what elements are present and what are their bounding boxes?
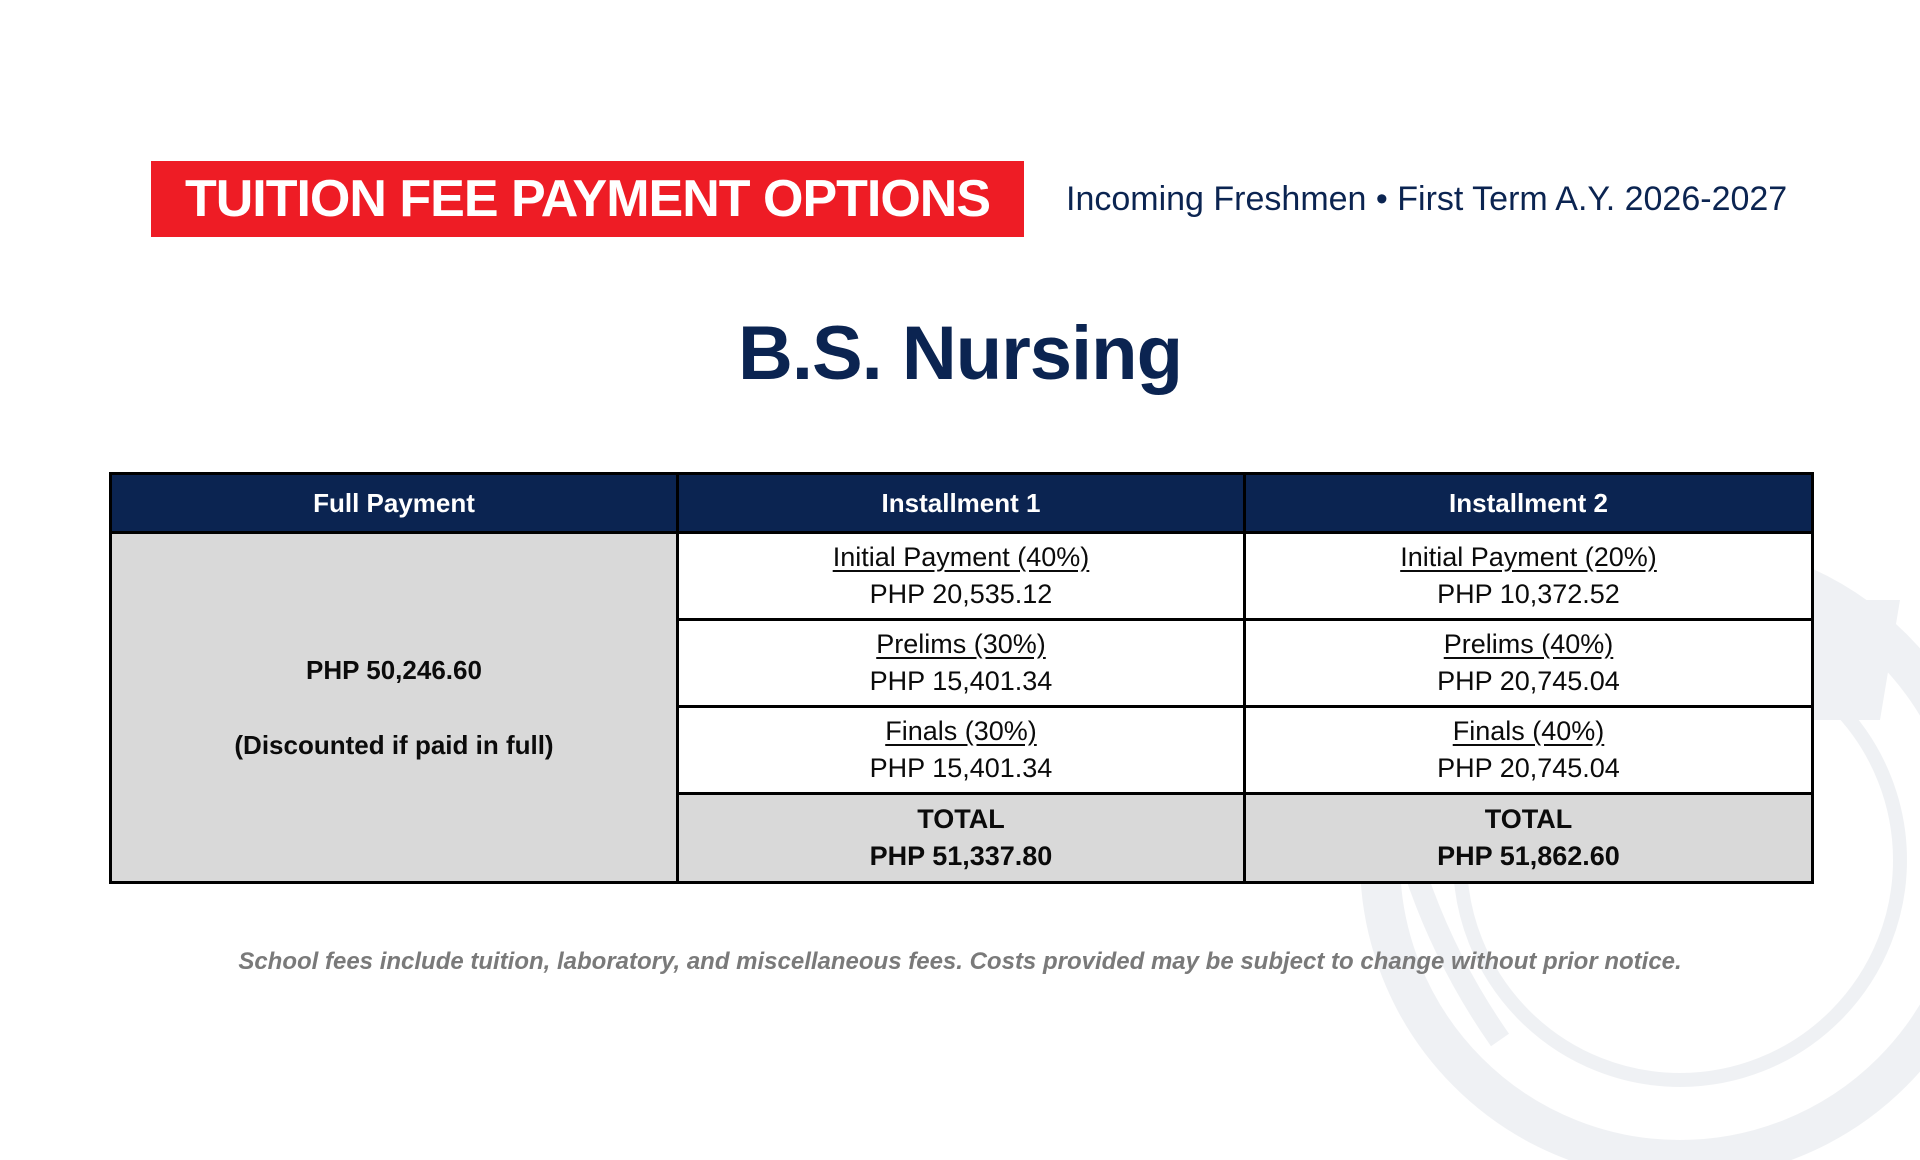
page-title-banner: TUITION FEE PAYMENT OPTIONS — [151, 161, 1024, 237]
column-header-full-payment: Full Payment — [111, 474, 678, 533]
installment-1-finals-value: PHP 15,401.34 — [869, 753, 1053, 783]
installment-1-prelims-label: Prelims (30%) — [876, 629, 1046, 659]
table-row — [111, 533, 1813, 620]
full-payment-note: (Discounted if paid in full) — [234, 729, 554, 760]
installment-1-prelims-value: PHP 15,401.34 — [869, 666, 1053, 696]
installment-2-total-cell — [1245, 794, 1813, 883]
column-header-installment-2: Installment 2 — [1245, 474, 1813, 533]
installment-1-total-label: TOTAL — [917, 804, 1005, 834]
installment-1-total-cell — [678, 794, 1245, 883]
installment-2-prelims-value: PHP 20,745.04 — [1437, 666, 1620, 696]
installment-2-total-label: TOTAL — [1484, 804, 1573, 834]
table-header-row — [111, 474, 1813, 533]
installment-1-initial-label: Initial Payment (40%) — [832, 542, 1090, 572]
installment-2-initial-cell — [1245, 533, 1813, 620]
installment-1-total-value: PHP 51,337.80 — [869, 841, 1053, 871]
header-row — [151, 161, 1811, 237]
installment-1-finals-cell — [678, 707, 1245, 794]
payment-options-table — [109, 472, 1814, 884]
installment-2-finals-label: Finals (40%) — [1452, 716, 1605, 746]
full-payment-amount: PHP 50,246.60 — [306, 654, 482, 685]
installment-2-total-value: PHP 51,862.60 — [1437, 841, 1620, 871]
installment-2-initial-value: PHP 10,372.52 — [1437, 579, 1620, 609]
installment-2-prelims-cell — [1245, 620, 1813, 707]
installment-1-initial-cell — [678, 533, 1245, 620]
column-header-installment-1: Installment 1 — [678, 474, 1245, 533]
fees-disclaimer: School fees include tuition, laboratory, and miscellaneous fees. Costs provided may be subject to change without prior notice. — [238, 948, 1682, 975]
installment-2-finals-value: PHP 20,745.04 — [1437, 753, 1620, 783]
full-payment-cell — [111, 533, 678, 883]
page-subtitle: Incoming Freshmen • First Term A.Y. 2026-2027 — [1066, 180, 1788, 218]
installment-2-initial-label: Initial Payment (20%) — [1400, 542, 1657, 572]
installment-1-initial-value: PHP 20,535.12 — [869, 579, 1053, 609]
installment-2-finals-cell — [1245, 707, 1813, 794]
installment-1-prelims-cell — [678, 620, 1245, 707]
installment-2-prelims-label: Prelims (40%) — [1443, 629, 1614, 659]
installment-1-finals-label: Finals (30%) — [885, 716, 1037, 746]
program-title: B.S. Nursing — [737, 311, 1183, 396]
